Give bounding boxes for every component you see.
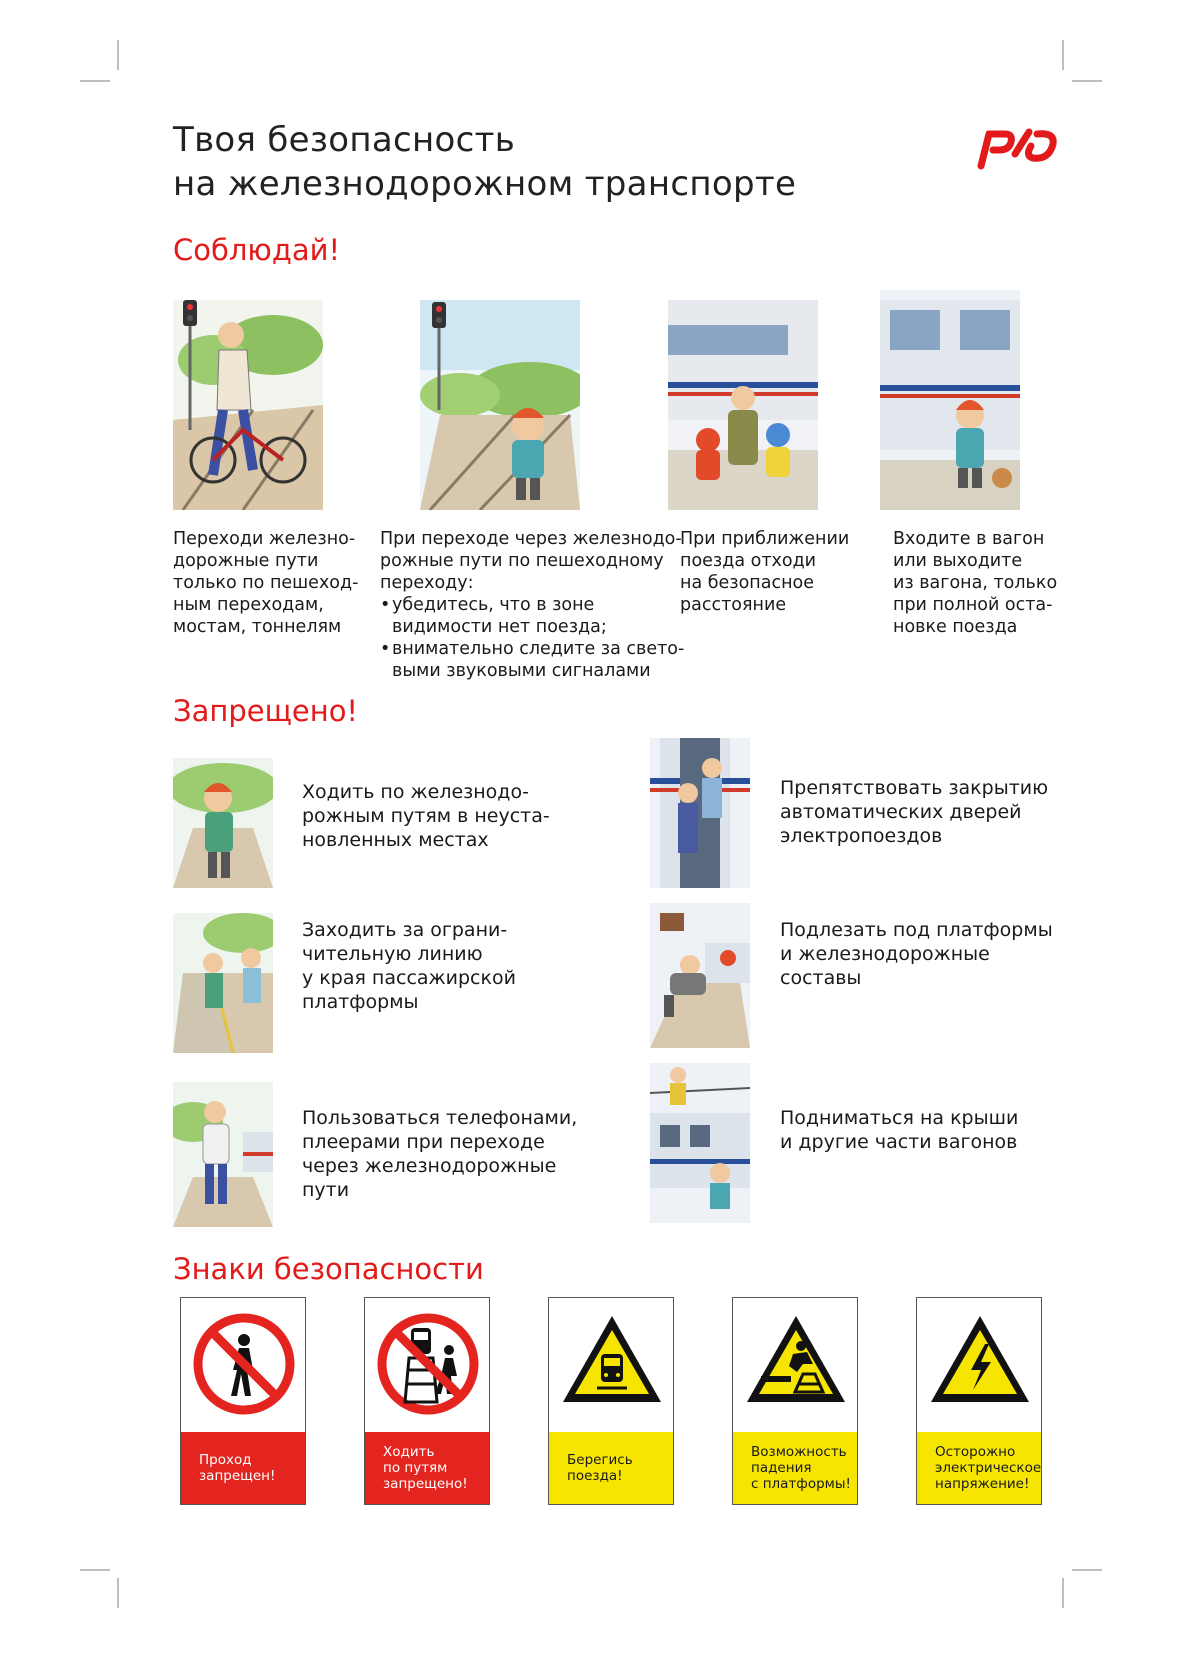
text-line: новленных местах xyxy=(302,829,489,851)
sign-label xyxy=(733,1432,857,1504)
sign-label-line: напряжение! xyxy=(935,1476,1030,1492)
text-line: из вагона, только xyxy=(893,573,1058,593)
section-heading-signs: Знаки безопасности xyxy=(173,1252,484,1286)
observe-text-4 xyxy=(893,528,1057,638)
text-line: дорожные пути xyxy=(173,551,319,571)
text-line: При переходе через железнодо- xyxy=(380,529,682,549)
page-title xyxy=(173,118,796,206)
sign-label xyxy=(917,1432,1041,1504)
illustration-phone-on-tracks xyxy=(173,1082,273,1227)
sign-label xyxy=(181,1432,305,1504)
title-line: на железнодорожном транспорте xyxy=(173,164,797,204)
forbidden-text-1 xyxy=(302,780,550,852)
observe-text-1 xyxy=(173,528,358,638)
crop-mark xyxy=(117,40,119,70)
bullet-line: • убедитесь, что в зоне xyxy=(380,594,684,616)
text-line: Переходи железно- xyxy=(173,529,356,549)
forbidden-text-2 xyxy=(780,776,1048,848)
sign-label-line: Берегись xyxy=(567,1452,633,1468)
text-line: Подниматься на крыши xyxy=(780,1107,1019,1129)
text-line: и другие части вагонов xyxy=(780,1131,1018,1153)
illustration-beyond-platform-line xyxy=(173,913,273,1053)
illustration-bicycle-crossing xyxy=(173,300,323,510)
bullet-continuation: видимости нет поезда; xyxy=(392,617,607,637)
text-line: ным переходам, xyxy=(173,595,324,615)
section-heading-observe: Соблюдай! xyxy=(173,233,341,267)
sign-label xyxy=(365,1432,489,1504)
sign-label-line: Ходить xyxy=(383,1444,435,1460)
bullet-line: • внимательно следите за свето- xyxy=(380,638,684,660)
text-line: Входите в вагон xyxy=(893,529,1045,549)
text-line: Заходить за ограни- xyxy=(302,919,508,941)
illustration-climbing-train-roof xyxy=(650,1063,750,1223)
text-line: мостам, тоннелям xyxy=(173,617,342,637)
text-line: Ходить по железнодо- xyxy=(302,781,529,803)
sign-label-line: с платформы! xyxy=(751,1476,851,1492)
crop-mark xyxy=(1062,1578,1064,1608)
sign-label-line: Проход xyxy=(199,1452,252,1468)
sign-high-voltage-warning xyxy=(916,1297,1042,1505)
text-line: при полной оста- xyxy=(893,595,1053,615)
text-line: электропоездов xyxy=(780,825,943,847)
text-line: пути xyxy=(302,1179,350,1201)
crop-mark xyxy=(80,1569,110,1571)
crop-mark xyxy=(1072,80,1102,82)
sign-label-line: поезда! xyxy=(567,1468,623,1484)
text-line: новке поезда xyxy=(893,617,1018,637)
sign-label xyxy=(549,1432,673,1504)
text-line: чительную линию xyxy=(302,943,483,965)
forbidden-text-3 xyxy=(302,918,516,1014)
platform-fall-warning-icon xyxy=(733,1298,857,1432)
sign-no-pedestrian xyxy=(180,1297,306,1505)
forbidden-text-4 xyxy=(780,918,1053,990)
text-line: у края пассажирской xyxy=(302,967,516,989)
text-line: поезда отходи xyxy=(680,551,817,571)
text-line: только по пешеход- xyxy=(173,573,359,593)
text-line: рожные пути по пешеходному xyxy=(380,551,664,571)
illustration-walking-on-tracks xyxy=(173,758,273,888)
illustration-child-near-train xyxy=(880,290,1020,510)
text-line: на безопасное xyxy=(680,573,815,593)
illustration-family-on-platform xyxy=(668,300,818,510)
high-voltage-warning-icon xyxy=(917,1298,1041,1432)
sign-label-line: электрическое xyxy=(935,1460,1042,1476)
text-line: При приближении xyxy=(680,529,850,549)
text-line: через железнодорожные xyxy=(302,1155,557,1177)
text-line: плеерами при переходе xyxy=(302,1131,545,1153)
crop-mark xyxy=(1062,40,1064,70)
text-line: составы xyxy=(780,967,862,989)
sign-platform-fall-warning xyxy=(732,1297,858,1505)
text-line: переходу: xyxy=(380,573,474,593)
text-line: и железнодорожные xyxy=(780,943,990,965)
bullet-continuation: выми звуковыми сигналами xyxy=(392,661,651,681)
sign-label-line: падения xyxy=(751,1460,812,1476)
train-warning-icon xyxy=(549,1298,673,1432)
observe-text-2 xyxy=(380,528,684,682)
sign-label-line: Осторожно xyxy=(935,1444,1016,1460)
sign-train-warning xyxy=(548,1297,674,1505)
text-line: Пользоваться телефонами, xyxy=(302,1107,578,1129)
sign-no-walking-on-tracks xyxy=(364,1297,490,1505)
sign-label-line: Возможность xyxy=(751,1444,847,1460)
forbidden-text-5 xyxy=(302,1106,577,1202)
crop-mark xyxy=(80,80,110,82)
text-line: расстояние xyxy=(680,595,787,615)
no-pedestrian-icon xyxy=(181,1298,305,1432)
sign-label-line: запрещен! xyxy=(199,1468,276,1484)
illustration-crawling-under-train xyxy=(650,903,750,1048)
crop-mark xyxy=(1072,1569,1102,1571)
text-line: или выходите xyxy=(893,551,1023,571)
text-line: автоматических дверей xyxy=(780,801,1022,823)
illustration-child-at-crossing xyxy=(420,300,580,510)
text-line: Подлезать под платформы xyxy=(780,919,1053,941)
illustration-blocking-doors xyxy=(650,738,750,888)
text-line: Препятствовать закрытию xyxy=(780,777,1049,799)
rzd-logo xyxy=(975,120,1063,172)
text-line: рожным путям в неуста- xyxy=(302,805,550,827)
text-line: платформы xyxy=(302,991,419,1013)
forbidden-text-6 xyxy=(780,1106,1018,1154)
sign-label-line: по путям xyxy=(383,1460,448,1476)
observe-text-3 xyxy=(680,528,849,616)
section-heading-forbidden: Запрещено! xyxy=(173,694,359,728)
sign-label-line: запрещено! xyxy=(383,1476,468,1492)
crop-mark xyxy=(117,1578,119,1608)
no-walking-on-tracks-icon xyxy=(365,1298,489,1432)
title-line: Твоя безопасность xyxy=(173,120,516,160)
